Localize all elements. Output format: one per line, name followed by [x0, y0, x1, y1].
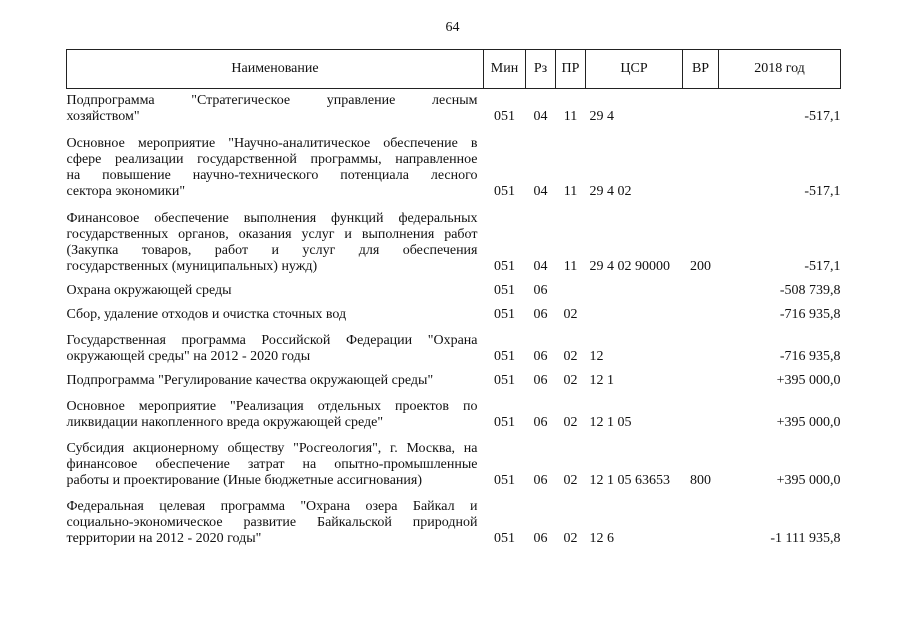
row-spacer [67, 389, 841, 399]
row-name-line: Основное мероприятие "Научно-аналитическое обеспечение в [66, 136, 478, 151]
row-spacer [67, 431, 841, 441]
row-rz: 06 [533, 531, 548, 546]
row-name-line: хозяйством" [66, 109, 140, 124]
row-amount: -517,1 [804, 259, 841, 274]
row-csr: 29 4 [589, 109, 614, 124]
row-rz: 06 [533, 415, 548, 430]
row-min: 051 [494, 373, 515, 388]
row-name-line: Федеральная целевая программа "Охрана озера Байкал и [66, 499, 478, 514]
row-spacer-cell [67, 431, 841, 441]
row-rz: 04 [533, 109, 548, 124]
table-row [67, 307, 841, 323]
row-name-line: государственных органов, оказания услуг и выполнения работ [66, 227, 478, 242]
row-csr [586, 283, 683, 299]
row-amount: +395 000,0 [776, 373, 841, 388]
row-name-line: работы и проектирование (Иные бюджетные ассигнования) [66, 473, 423, 488]
row-csr: 29 4 02 90000 [589, 259, 670, 274]
row-name-line: Подпрограмма "Стратегическое управление лесным [66, 93, 478, 108]
row-spacer-cell [67, 200, 841, 211]
row-amount: -508 739,8 [779, 283, 841, 298]
table-header-row [67, 50, 841, 89]
row-vr [683, 399, 719, 431]
row-name [67, 399, 484, 431]
table-row [67, 399, 841, 431]
header-year: 2018 год [719, 50, 841, 89]
page-number: 64 [445, 20, 460, 35]
row-name-line: Субсидия акционерному обществу "Росгеология", г. Москва, на [66, 441, 478, 456]
row-pr: 11 [563, 259, 578, 274]
row-vr: 800 [690, 473, 711, 488]
header-name: Наименование [67, 50, 484, 89]
table-row [67, 373, 841, 389]
row-vr [683, 283, 719, 299]
row-name [67, 136, 484, 200]
row-vr [683, 136, 719, 200]
row-amount: -517,1 [804, 109, 841, 124]
row-name-line: сфере реализации государственной программы, направленное [66, 152, 478, 167]
row-name-line: Государственная программа Российской Федерации "Охрана [66, 333, 478, 348]
row-rz: 06 [533, 283, 548, 298]
row-spacer-cell [67, 365, 841, 373]
row-name [67, 499, 484, 547]
row-vr [683, 93, 719, 125]
row-name [67, 373, 484, 389]
row-name [67, 211, 484, 275]
row-name-line: Основное мероприятие "Реализация отдельных проектов по [66, 399, 478, 414]
row-rz: 06 [533, 349, 548, 364]
row-amount: +395 000,0 [776, 415, 841, 430]
row-name [67, 307, 484, 323]
row-amount: -716 935,8 [779, 307, 841, 322]
row-spacer-cell [67, 323, 841, 333]
row-name-line: окружающей среды" на 2012 - 2020 годы [66, 349, 311, 364]
row-name-line: Финансовое обеспечение выполнения функций федеральных [66, 211, 478, 226]
row-min: 051 [494, 473, 515, 488]
row-pr: 02 [563, 531, 578, 546]
row-spacer [67, 275, 841, 283]
row-spacer-cell [67, 275, 841, 283]
header-rz: Рз [526, 50, 556, 89]
row-name-line: финансовое обеспечение затрат на опытно-промышленные [66, 457, 478, 472]
row-name-line: ликвидации накопленного вреда окружающей среде" [66, 415, 384, 430]
row-pr: 02 [563, 373, 578, 388]
row-name-line: государственных (муниципальных) нужд) [66, 259, 318, 274]
row-min: 051 [494, 349, 515, 364]
row-pr: 11 [563, 184, 578, 199]
row-spacer-cell [67, 389, 841, 399]
row-csr: 12 1 05 [589, 415, 632, 430]
row-amount: -1 111 935,8 [770, 531, 841, 546]
row-vr [683, 499, 719, 547]
row-name-line: Охрана окружающей среды [66, 283, 232, 298]
table-row [67, 333, 841, 365]
row-name-line: Подпрограмма "Регулирование качества окружающей среды" [66, 373, 434, 388]
row-min: 051 [494, 109, 515, 124]
row-csr: 29 4 02 [589, 184, 632, 199]
row-min: 051 [494, 415, 515, 430]
row-name-line: Сбор, удаление отходов и очистка сточных вод [66, 307, 347, 322]
row-spacer-cell [67, 489, 841, 499]
header-pr: ПР [556, 50, 586, 89]
row-pr: 02 [563, 349, 578, 364]
row-min: 051 [494, 283, 515, 298]
row-csr: 12 [589, 349, 604, 364]
row-spacer [67, 200, 841, 211]
row-name [67, 441, 484, 489]
row-spacer-cell [67, 125, 841, 136]
row-min: 051 [494, 184, 515, 199]
row-amount: -517,1 [804, 184, 841, 199]
row-pr: 02 [563, 307, 578, 322]
row-name-line: на повышение научно-технического потенциала лесного [66, 168, 478, 183]
table-row [67, 441, 841, 489]
row-pr: 02 [563, 473, 578, 488]
row-rz: 06 [533, 373, 548, 388]
header-min: Мин [484, 50, 526, 89]
budget-table [66, 49, 841, 547]
table-row [67, 136, 841, 200]
row-rz: 04 [533, 259, 548, 274]
row-pr [556, 283, 586, 299]
row-rz: 04 [533, 184, 548, 199]
row-amount: +395 000,0 [776, 473, 841, 488]
row-rz: 06 [533, 473, 548, 488]
row-spacer-cell [67, 299, 841, 307]
row-pr: 11 [563, 109, 578, 124]
row-min: 051 [494, 531, 515, 546]
row-name [67, 283, 484, 299]
row-name-line: (Закупка товаров, работ и услуг для обеспечения [66, 243, 478, 258]
row-spacer [67, 365, 841, 373]
row-spacer [67, 489, 841, 499]
table-row [67, 283, 841, 299]
header-csr: ЦСР [586, 50, 683, 89]
row-min: 051 [494, 259, 515, 274]
row-csr: 12 6 [589, 531, 614, 546]
header-vr: ВР [683, 50, 719, 89]
row-rz: 06 [533, 307, 548, 322]
row-name [67, 333, 484, 365]
row-name-line: социально-экономическое развитие Байкальской природной [66, 515, 478, 530]
row-csr: 12 1 05 63653 [589, 473, 670, 488]
row-spacer [67, 323, 841, 333]
row-vr [683, 333, 719, 365]
row-pr: 02 [563, 415, 578, 430]
table-row [67, 211, 841, 275]
table-row [67, 499, 841, 547]
row-name-line: территории на 2012 - 2020 годы" [66, 531, 262, 546]
row-spacer [67, 125, 841, 136]
row-csr [586, 307, 683, 323]
table-row [67, 93, 841, 125]
row-vr [683, 373, 719, 389]
row-spacer [67, 299, 841, 307]
row-vr [683, 307, 719, 323]
row-min: 051 [494, 307, 515, 322]
row-vr: 200 [690, 259, 711, 274]
row-name [67, 93, 484, 125]
row-name-line: сектора экономики" [66, 184, 186, 199]
row-amount: -716 935,8 [779, 349, 841, 364]
row-csr: 12 1 [589, 373, 614, 388]
